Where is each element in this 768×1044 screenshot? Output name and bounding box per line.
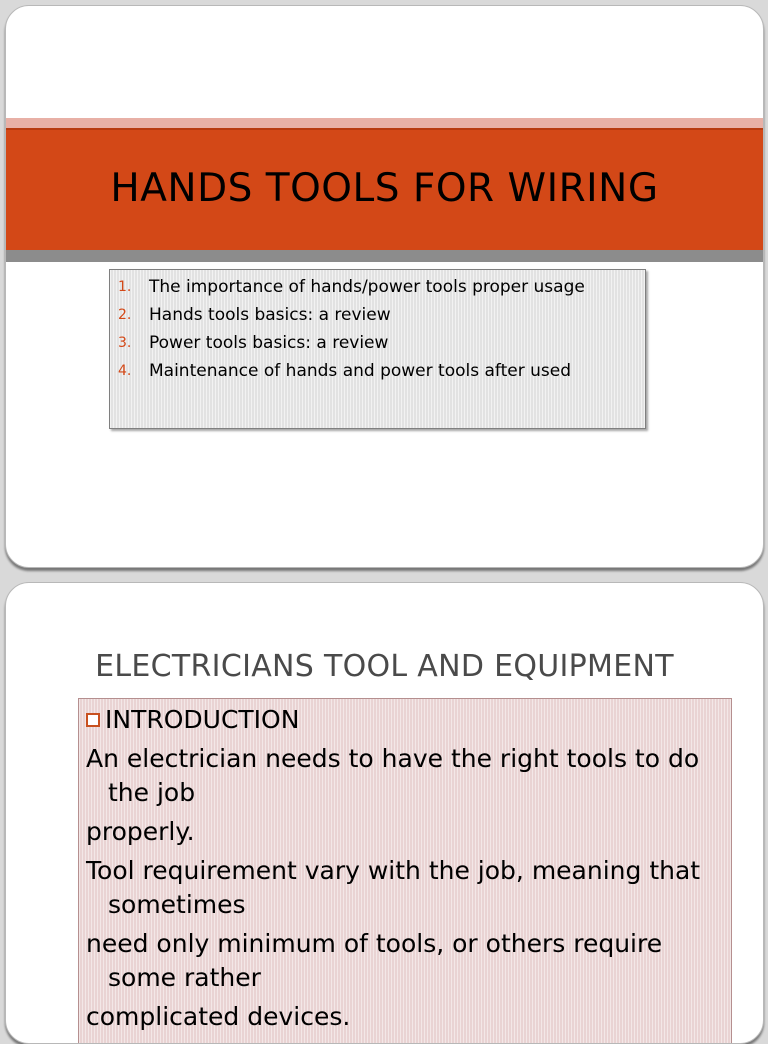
agenda-item-2 bbox=[118, 304, 639, 326]
checkbox-bullet-icon bbox=[86, 713, 100, 727]
agenda-item-3 bbox=[118, 332, 639, 354]
agenda-item-4 bbox=[118, 360, 639, 382]
paragraph-2: properly. bbox=[86, 817, 195, 846]
agenda-list bbox=[118, 276, 639, 382]
intro-heading-text: INTRODUCTION bbox=[105, 705, 300, 734]
agenda-number: 4. bbox=[118, 363, 132, 379]
agenda-text: Hands tools basics: a review bbox=[149, 305, 391, 325]
paragraph-1: An electrician needs to have the right tools to do the job bbox=[86, 744, 700, 807]
title-band-bottom-accent bbox=[6, 250, 763, 262]
agenda-text: Maintenance of hands and power tools after used bbox=[149, 361, 571, 381]
paragraph-4: need only minimum of tools, or others require some rather bbox=[86, 929, 663, 992]
paragraph-3: Tool requirement vary with the job, meaning that sometimes bbox=[86, 856, 701, 919]
content-box bbox=[78, 698, 732, 1044]
slide-1-title: HANDS TOOLS FOR WIRING bbox=[110, 166, 659, 211]
agenda-box bbox=[109, 269, 646, 429]
slide-2-title: ELECTRICIANS TOOL AND EQUIPMENT bbox=[95, 649, 674, 684]
slide-1 bbox=[5, 5, 764, 568]
title-band-top-accent bbox=[6, 118, 763, 128]
intro-heading bbox=[86, 703, 721, 737]
agenda-item-1 bbox=[118, 276, 639, 298]
agenda-number: 1. bbox=[118, 279, 132, 295]
agenda-number: 2. bbox=[118, 307, 132, 323]
slide-2 bbox=[5, 582, 764, 1044]
agenda-text: The importance of hands/power tools proper usage bbox=[149, 277, 585, 297]
agenda-number: 3. bbox=[118, 335, 132, 351]
paragraph-5: complicated devices. bbox=[86, 1002, 351, 1031]
agenda-text: Power tools basics: a review bbox=[149, 333, 389, 353]
